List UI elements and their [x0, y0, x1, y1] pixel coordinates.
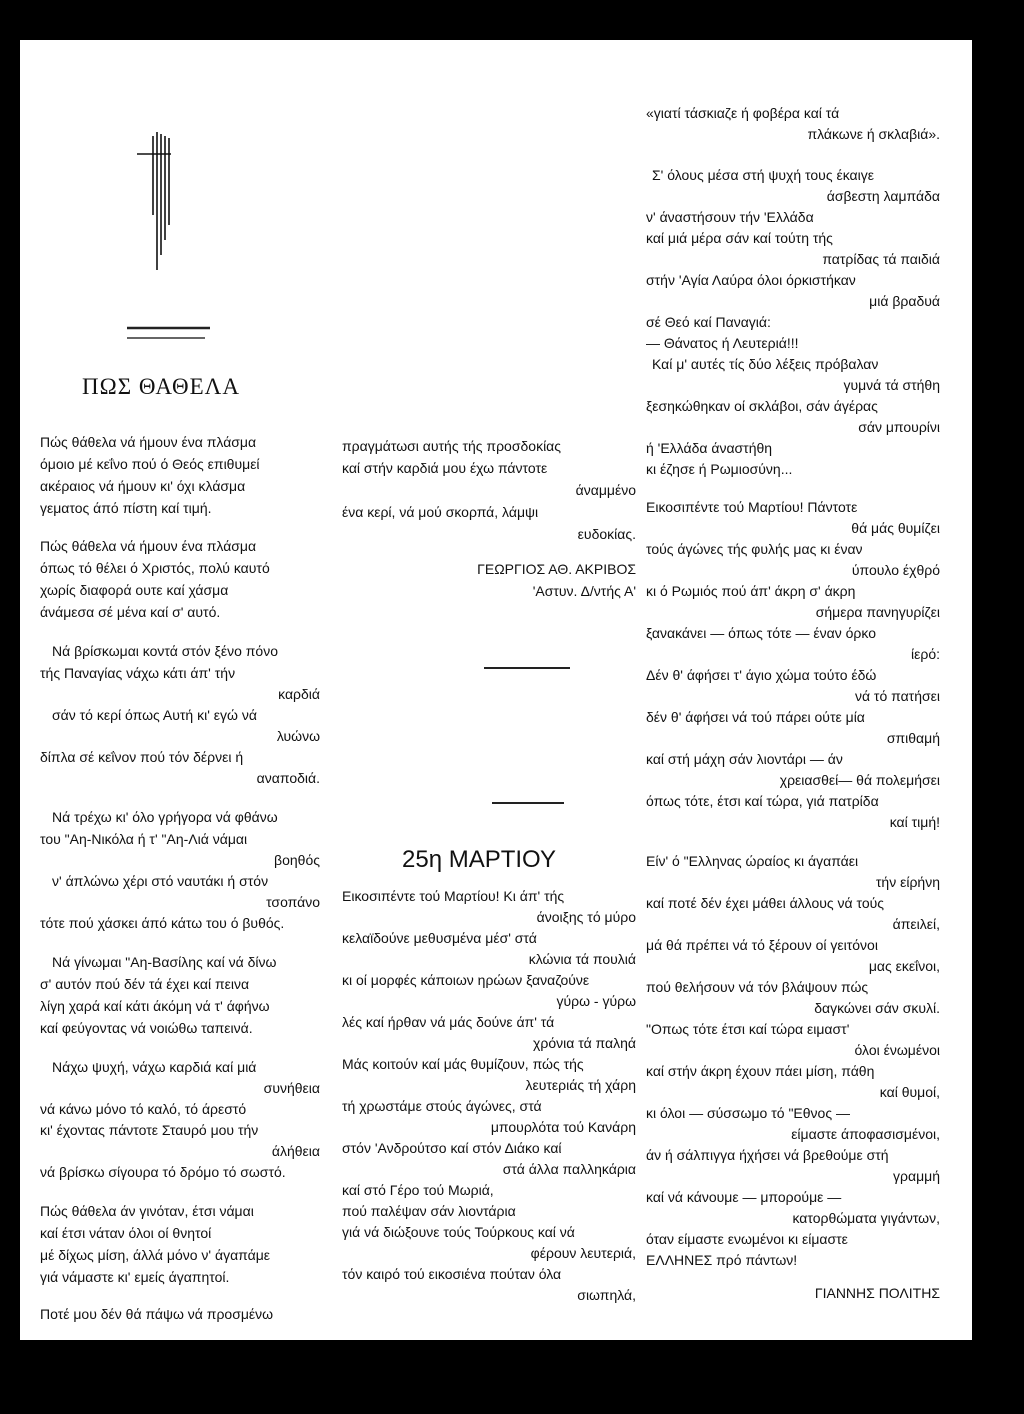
- text-line: τούς άγώνες τής φυλής μας κι έναν: [646, 541, 863, 557]
- text-line: τήν είρήνη: [875, 874, 940, 890]
- text-line: λευτεριάς τή χάρη: [525, 1077, 636, 1093]
- text-line: καί στή μάχη σάν λιοντάρι — άν: [646, 751, 843, 767]
- text-line: Εικοσιπέντε τού Μαρτίου! Κι άπ' τής: [342, 888, 565, 904]
- text-line: λές καί ήρθαν νά μάς δούνε άπ' τά: [342, 1014, 555, 1030]
- text-line: άσβεστη λαμπάδα: [826, 188, 940, 204]
- text-line: άνάμεσα σέ μένα καί σ' αυτό.: [40, 604, 221, 620]
- text-line: όλοι ένωμένοι: [854, 1042, 940, 1058]
- text-line: καρδιά: [278, 686, 320, 702]
- text-line: Είν' ό "Ελληνας ώραίος κι άγαπάει: [646, 853, 859, 869]
- text-line: καί τιμή!: [889, 814, 940, 830]
- text-line: ν' άπλώνω χέρι στό ναυτάκι ή στόν: [52, 873, 269, 889]
- text-line: συνήθεια: [263, 1080, 320, 1096]
- text-line: ξανακάνει — όπως τότε — έναν όρκο: [646, 625, 877, 641]
- text-line: τσοπάνο: [266, 894, 320, 910]
- text-line: τή χρωστάμε στούς άγώνες, στά: [342, 1098, 542, 1114]
- text-line: τόν καιρό τού εικοσιένα πούταν όλα: [342, 1266, 562, 1282]
- text-line: γυμνά τά στήθη: [843, 377, 940, 393]
- text-line: "Οπως τότε έτσι καί τώρα ειμαστ': [646, 1021, 850, 1037]
- text-line: κελαϊδούνε μεθυσμένα μέσ' στά: [342, 930, 537, 946]
- text-line: άν ή σάλπιγγα ήχήσει νά βρεθούμε στή: [646, 1147, 889, 1163]
- text-line: «γιατί τάσκιαζε ή φοβέρα καί τά: [646, 105, 840, 121]
- text-line: χρειασθεί— θά πολεμήσει: [779, 772, 940, 788]
- text-line: γεματος άπό πίστη καί τιμή.: [40, 500, 212, 516]
- text-line: αναποδιά.: [256, 770, 320, 786]
- text-line: γιά νά διώξουνε τούς Τούρκους καί νά: [342, 1224, 575, 1240]
- text-line: χρόνια τά παληά: [533, 1035, 636, 1051]
- poem-column-3: [646, 40, 940, 1340]
- author-name: ΓΕΩΡΓΙΟΣ ΑΘ. ΑΚΡΙΒΟΣ: [477, 561, 636, 577]
- text-line: κι έζησε ή Ρωμιοσύνη...: [646, 461, 793, 477]
- text-line: ίερό:: [911, 646, 940, 662]
- text-line: ακέραιος νά ήμουν κι' όχι κλάσμα: [40, 478, 246, 494]
- text-line: άναμμένο: [575, 482, 636, 498]
- text-line: σπιθαμή: [886, 730, 940, 746]
- text-line: Ποτέ μου δέν θά πάψω νά προσμένω: [40, 1306, 274, 1322]
- text-line: καί θυμοί,: [879, 1084, 940, 1100]
- text-line: — Θάνατος ή Λευτεριά!!!: [646, 335, 799, 351]
- text-line: βοηθός: [274, 852, 320, 868]
- text-line: γύρω - γύρω: [556, 993, 636, 1009]
- text-line: νά κάνω μόνο τό καλό, τό άρεστό: [40, 1101, 247, 1117]
- text-line: τότε πού χάσκει άπό κάτω του ό βυθός.: [40, 915, 285, 931]
- text-line: κι οί μορφές κάποιων ηρώων ξαναζούνε: [342, 972, 590, 988]
- text-line: είμαστε άποφασισμένοι,: [791, 1126, 940, 1142]
- text-line: Νά βρίσκωμαι κοντά στόν ξένο πόνο: [52, 643, 278, 659]
- text-line: μας εκεΐνοι,: [868, 958, 940, 974]
- text-line: δίπλα σέ κεΐνον πού τόν δέρνει ή: [40, 749, 244, 765]
- text-line: Μάς κοιτούν καί μάς θυμίζουν, πώς τής: [342, 1056, 584, 1072]
- text-line: καί έτσι νάταν όλοι οί θνητοί: [40, 1225, 212, 1241]
- text-line: ευδοκίας.: [577, 526, 636, 542]
- text-line: όπως τότε, έτσι καί τώρα, γιά πατρίδα: [646, 793, 879, 809]
- text-line: μέ δίχως μίση, άλλά μόνο ν' άγαπάμε: [40, 1247, 271, 1263]
- text-line: Πώς θάθελα άν γινόταν, έτσι νάμαι: [40, 1203, 254, 1219]
- text-line: κι ό Ρωμιός πού άπ' άκρη σ' άκρη: [646, 583, 856, 599]
- text-line: ΕΛΛΗΝΕΣ πρό πάντων!: [646, 1252, 798, 1268]
- text-line: νά τό πατήσει: [854, 688, 940, 704]
- text-line: φέρουν λευτεριά,: [530, 1245, 636, 1261]
- text-line: πού παλέψαν σάν λιοντάρια: [342, 1203, 516, 1219]
- text-line: μιά βραδυά: [869, 293, 940, 309]
- text-line: Πώς θάθελα νά ήμουν ένα πλάσμα: [40, 538, 257, 554]
- text-line: κλώνια τά πουλιά: [528, 951, 636, 967]
- text-line: Νά τρέχω κι' όλο γρήγορα νά φθάνω: [52, 809, 278, 825]
- text-line: καί φεύγοντας νά νοιώθω ταπεινά.: [40, 1020, 253, 1036]
- text-line: στόν 'Ανδρούτσο καί στόν Διάκο καί: [342, 1140, 562, 1156]
- text-line: πατρίδας τά παιδιά: [822, 251, 940, 267]
- text-line: καί στήν άκρη έχουν πάει μίση, πάθη: [646, 1063, 875, 1079]
- text-line: άπειλεί,: [892, 916, 940, 932]
- text-line: σήμερα πανηγυρίζει: [815, 604, 940, 620]
- text-line: Σ' όλους μέσα στή ψυχή τους έκαιγε: [652, 167, 874, 183]
- text-line: ν' άναστήσουν τήν 'Ελλάδα: [646, 209, 814, 225]
- text-line: μπουρλότα τού Κανάρη: [490, 1119, 636, 1135]
- author-info: 'Αστυν. Δ/ντής Α': [532, 583, 636, 599]
- text-line: σ' αυτόν πού δέν τά έχει καί πεινα: [40, 976, 250, 992]
- author-name: ΓΙΑΝΝΗΣ ΠΟΛΙΤΗΣ: [814, 1285, 940, 1301]
- text-line: καί ποτέ δέν έχει μάθει άλλους νά τούς: [646, 895, 885, 911]
- text-line: όπως τό θέλει ό Χριστός, πολύ καυτό: [40, 560, 270, 576]
- text-line: άλήθεια: [271, 1143, 320, 1159]
- text-line: Νάχω ψυχή, νάχω καρδιά καί μιά: [52, 1059, 257, 1075]
- text-line: λυώνω: [276, 728, 320, 744]
- text-line: πλάκωνε ή σκλαβιά».: [807, 126, 940, 142]
- text-line: πού θελήσουν νά τόν βλάψουν πώς: [646, 979, 869, 995]
- text-line: κι όλοι — σύσσωμο τό "Εθνος —: [646, 1105, 850, 1121]
- text-line: χωρίς διαφορά ουτε καί χάσμα: [40, 582, 229, 598]
- text-line: Καί μ' αυτές τίς δύο λέξεις πρόβαλαν: [652, 356, 879, 372]
- text-line: όμοιο μέ κεΐνο πού ό Θεός επιθυμεί: [40, 456, 260, 472]
- text-line: όταν είμαστε ενωμένοι κι είμαστε: [646, 1231, 848, 1247]
- text-line: ένα κερί, νά μού σκορπά, λάμψι: [342, 504, 539, 520]
- text-line: δαγκώνει σάν σκυλί.: [814, 1000, 940, 1016]
- text-line: κατορθώματα γιγάντων,: [792, 1210, 940, 1226]
- text-line: στά άλλα παλληκάρια: [502, 1161, 636, 1177]
- page-number: 251: [984, 1372, 1008, 1388]
- poem-column-2: [342, 40, 636, 1340]
- text-line: σιωπηλά,: [577, 1287, 636, 1303]
- text-line: δέν θ' άφήσει νά τού πάρει ούτε μία: [646, 709, 865, 725]
- poem-column-1: [20, 40, 320, 1340]
- text-line: του "Αη-Νικόλα ή τ' "Αη-Λιά νάμαι: [40, 831, 248, 847]
- divider: [492, 802, 564, 804]
- text-line: ξεσηκώθηκαν οί σκλάβοι, σάν άγέρας: [646, 398, 878, 414]
- text-line: σέ Θεό καί Παναγιά:: [646, 314, 771, 330]
- text-line: καί στό Γέρο τού Μωριά,: [342, 1182, 494, 1198]
- text-line: ή 'Ελλάδα άναστήθη: [646, 440, 773, 456]
- text-line: καί νά κάνουμε — μπορούμε —: [646, 1189, 842, 1205]
- text-line: νά βρίσκω σίγουρα τό δρόμο τό σωστό.: [40, 1164, 286, 1180]
- text-line: τής Παναγίας νάχω κάτι άπ' τήν: [40, 665, 236, 681]
- text-line: σάν μπουρίνι: [858, 419, 940, 435]
- text-line: άνοιξης τό μύρο: [536, 909, 636, 925]
- text-line: γιά νάμαστε κι' εμείς άγαπητοί.: [40, 1269, 230, 1285]
- divider: [484, 667, 570, 669]
- text-line: σάν τό κερί όπως Αυτή κι' εγώ νά: [52, 707, 257, 723]
- text-line: ύπουλο έχθρό: [851, 562, 940, 578]
- poem-title: 25η ΜΑΡΤΙΟΥ: [402, 846, 556, 873]
- text-line: στήν 'Αγία Λαύρα όλοι όρκιστήκαν: [646, 272, 856, 288]
- text-line: Πώς θάθελα νά ήμουν ένα πλάσμα: [40, 434, 257, 450]
- text-line: καί στήν καρδιά μου έχω πάντοτε: [342, 460, 548, 476]
- text-line: πραγμάτωσι αυτής τής προσδοκίας: [342, 438, 562, 454]
- text-line: καί μιά μέρα σάν καί τούτη τής: [646, 230, 833, 246]
- poem-title: ΠΩΣ ΘΑΘΕΛΑ: [82, 374, 240, 399]
- text-line: μά θά πρέπει νά τό ξέρουν οί γειτόνοι: [646, 937, 878, 953]
- text-line: Δέν θ' άφήσει τ' άγιο χώμα τούτο έδώ: [646, 667, 877, 683]
- magazine-page: [20, 40, 972, 1340]
- text-line: Εικοσιπέντε τού Μαρτίου! Πάντοτε: [646, 499, 858, 515]
- text-line: λίγη χαρά καί κάτι άκόμη νά τ' άφήνω: [40, 998, 270, 1014]
- text-line: Νά γίνωμαι "Αη-Βασίλης καί νά δίνω: [52, 954, 277, 970]
- text-line: γραμμή: [893, 1168, 940, 1184]
- text-line: θά μάς θυμίζει: [851, 520, 940, 536]
- text-line: κι' έχοντας πάντοτε Σταυρό μου τήν: [40, 1122, 259, 1138]
